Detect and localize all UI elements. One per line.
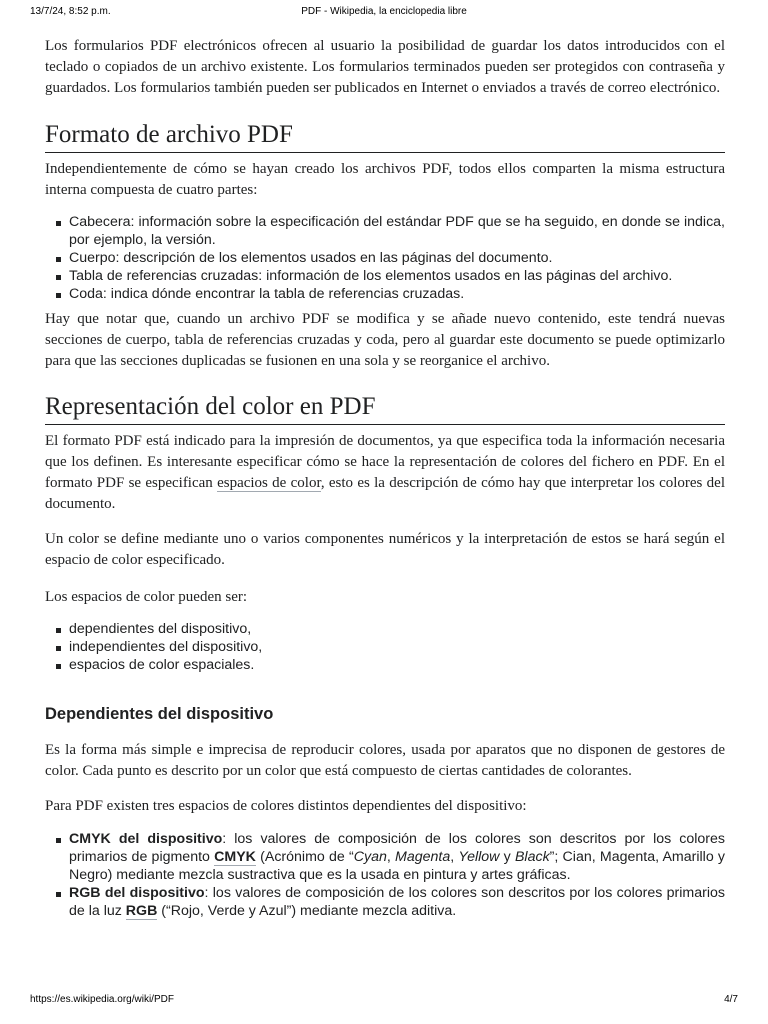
intro-paragraph: Los formularios PDF electrónicos ofrecen al usuario la posibilidad de guardar los datos introducidos con el teclado o copiados de un archivo existente. Los formularios terminados pueden ser protegidos con contraseña y guardados. Los formularios también pueden ser publicados en Internet o enviados a través de correo electrónico. (45, 38, 725, 96)
list-item-cmyk: CMYK del dispositivo: los valores de composición de los colores son descritos por los colores primarios de pigmento CMYK (Acrónimo de “Cyan, Magenta, Yellow y Black”; Cian, Magenta, Amarillo y Negro) mediante mezcla sustractiva que es la usada en pintura y artes gráficas. (45, 830, 725, 884)
print-title: PDF - Wikipedia, la enciclopedia libre (301, 6, 467, 17)
cmyk-link[interactable]: CMYK (214, 849, 256, 865)
heading-dependientes: Dependientes del dispositivo (45, 705, 274, 723)
formato-paragraph-2: Hay que notar que, cuando un archivo PDF se modifica y se añade nuevo contenido, este tendrá nuevas secciones de cuerpo, tabla de referencias cruzadas y coda, pero al guardar este documento se puede optimizarlo para que las secciones duplicadas se fusionen en una sola y se reorganice el archivo. (45, 311, 725, 369)
list-item-rgb: RGB del dispositivo: los valores de composición de los colores son descritos por los colores primarios de la luz RGB (“Rojo, Verde y Azul”) mediante mezcla aditiva. (45, 884, 725, 920)
print-page-number: 4/7 (724, 994, 738, 1005)
color-paragraph-3: Los espacios de color pueden ser: (45, 589, 248, 605)
dependientes-paragraph-2: Para PDF existen tres espacios de colores distintos dependientes del dispositivo: (45, 798, 527, 814)
device-spaces-list (45, 830, 725, 920)
print-header (0, 0, 768, 20)
list-item: Tabla de referencias cruzadas: información de los elementos usados en las páginas del archivo. (45, 267, 725, 285)
article-content (45, 36, 725, 920)
list-item: espacios de color espaciales. (45, 656, 725, 674)
espacios-de-color-link[interactable]: espacios de color (217, 475, 321, 491)
color-paragraph-2: Un color se define mediante uno o varios componentes numéricos y la interpretación de estos se hará según el espacio de color especificado. (45, 531, 725, 568)
list-item: Cuerpo: descripción de los elementos usados en las páginas del documento. (45, 249, 725, 267)
rgb-link[interactable]: RGB (125, 903, 158, 919)
heading-color: Representación del color en PDF (45, 392, 725, 425)
list-item: Cabecera: información sobre la especificación del estándar PDF que se ha seguido, en donde se indica, por ejemplo, la versión. (45, 213, 725, 249)
cmyk-term: CMYK del dispositivo (69, 831, 223, 847)
rgb-term: RGB del dispositivo (69, 885, 205, 901)
formato-list (45, 213, 725, 303)
print-url: https://es.wikipedia.org/wiki/PDF (30, 994, 174, 1005)
formato-paragraph-1: Independientemente de cómo se hayan creado los archivos PDF, todos ellos comparten la misma estructura interna compuesta de cuatro partes: (45, 161, 725, 198)
list-item: dependientes del dispositivo, (45, 620, 725, 638)
heading-formato: Formato de archivo PDF (45, 120, 725, 153)
dependientes-paragraph-1: Es la forma más simple e imprecisa de reproducir colores, usada por aparatos que no disponen de gestores de color. Cada punto es descrito por un color que está compuesto de ciertas cantidades de colorantes. (45, 742, 725, 779)
list-item: independientes del dispositivo, (45, 638, 725, 656)
print-datetime: 13/7/24, 8:52 p.m. (30, 6, 111, 17)
list-item: Coda: indica dónde encontrar la tabla de referencias cruzadas. (45, 285, 725, 303)
color-spaces-list (45, 620, 725, 674)
print-footer (0, 992, 768, 1012)
color-paragraph-1: El formato PDF está indicado para la impresión de documentos, ya que especifica toda la información necesaria que los definen. Es interesante especificar cómo se hace la representación de colores del fichero en PDF. En el formato PDF se especifican espacios de color, esto es la descripción de cómo hay que interpretar los colores del documento. (45, 433, 725, 512)
